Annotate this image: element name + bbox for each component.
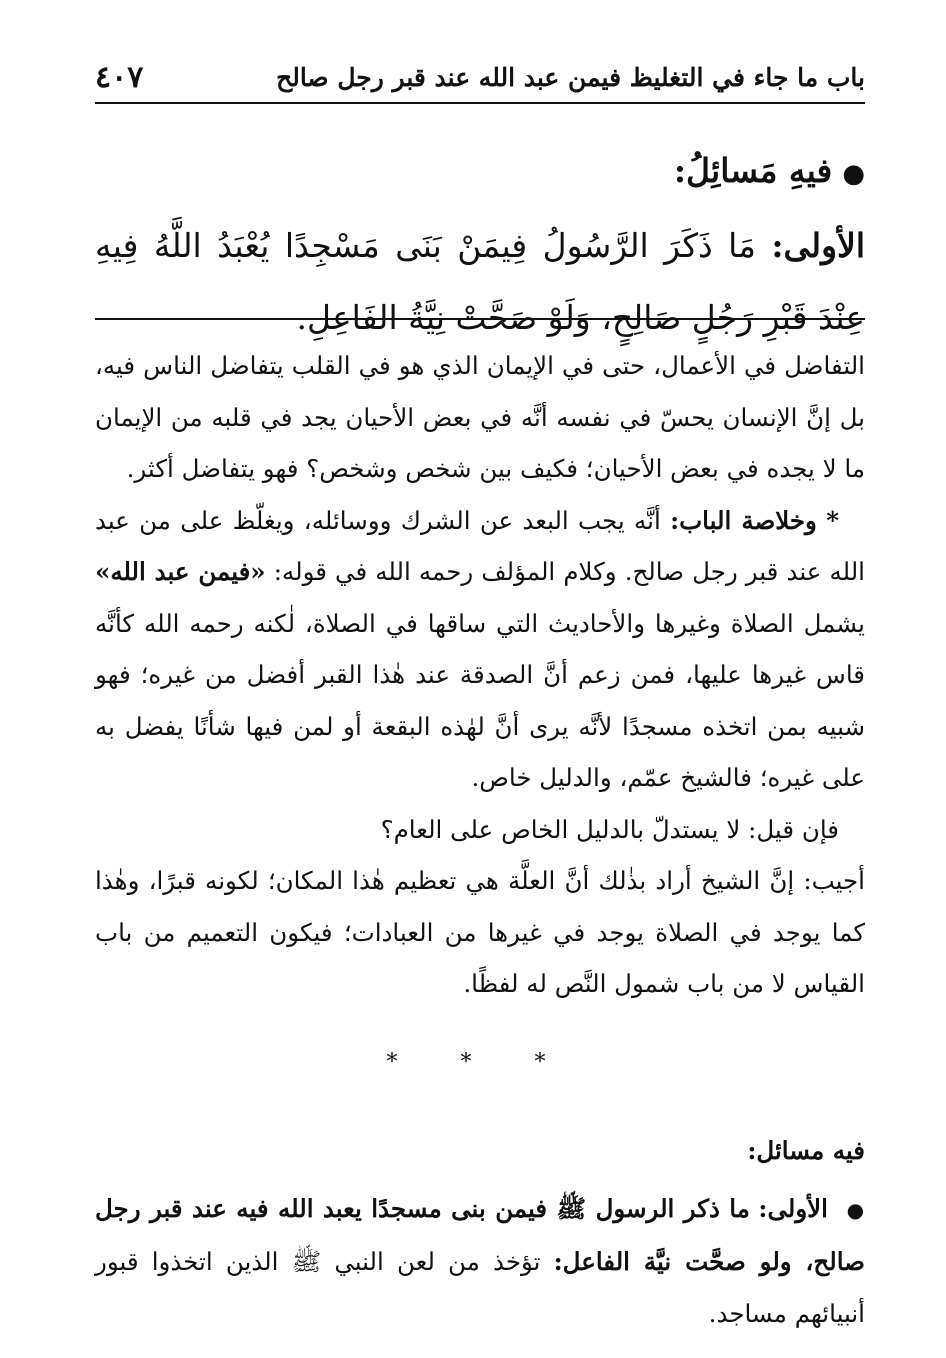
- commentary: [95, 340, 865, 1010]
- commentary-paragraph-3: فإن قيل: لا يستدلّ بالدليل الخاص على العام؟: [380, 814, 839, 844]
- bullet-icon: ●: [842, 159, 865, 189]
- matn-heading-line: [95, 135, 865, 210]
- issues-section: [95, 1125, 865, 1340]
- summary-label: وخلاصة الباب:: [670, 505, 817, 535]
- section-separator: * * *: [386, 1050, 574, 1075]
- page-header: [95, 52, 865, 104]
- summary-quote: «فيمن عبد الله»: [95, 557, 266, 586]
- matn-divider: [95, 318, 865, 320]
- commentary-paragraph-4: أجيب: إنَّ الشيخ أراد بذٰلك أنَّ العلَّة هي تعظيم هٰذا المكان؛ لكونه قبرًا، وهٰذا كما يوجد في الصلاة يوجد في غيرها من العبادات؛ فيكون التعميم من باب القياس لا من باب شمول النَّص له لفظًا.: [95, 866, 865, 998]
- issues-first-text: تؤخذ من لعن النبي ﷺ الذين اتخذوا قبور أنبيائهم مساجد.: [95, 1247, 865, 1328]
- issues-heading: فيه مسائل:: [747, 1136, 865, 1165]
- matn-text: [95, 135, 865, 354]
- issues-first: [95, 1183, 865, 1340]
- commentary-paragraph-2: [95, 495, 865, 804]
- summary-text-b: يشمل الصلاة وغيرها والأحاديث التي ساقها في الصلاة، لٰكنه رحمه الله كأنَّه قاس غيرها عليها، فمن زعم أنَّ الصدقة عند هٰذا القبر أفضل من غيره؛ فهو شبيه بمن اتخذه مسجدًا لأنَّه يرى أنَّ لهٰذه البقعة أو لمن فيها شأنًا يفضل به على غيره؛ فالشيخ عمّم، والدليل خاص.: [95, 608, 865, 792]
- summary-text-a: أنَّه يجب البعد عن الشرك ووسائله، ويغلّظ على من عبد الله عند قبر رجل صالح. وكلام المؤلف رحمه الله في قوله:: [95, 505, 865, 586]
- star-marker: *: [826, 505, 839, 535]
- chapter-title: باب ما جاء في التغليظ فيمن عبد الله عند قبر رجل صالح: [276, 62, 865, 92]
- matn-first-label: الأولى:: [771, 226, 865, 265]
- matn-first-issue: [95, 210, 865, 354]
- matn-heading: فيهِ مَسائِلُ:: [673, 151, 833, 190]
- matn-first-text: مَا ذَكَرَ الرَّسُولُ فِيمَنْ بَنَى مَسْجِدًا يُعْبَدُ اللَّهُ فِيهِ عِنْدَ قَبْرِ رَجُلٍ صَالِحٍ، وَلَوْ صَحَّتْ نِيَّةُ الفَاعِلِ.: [95, 226, 865, 337]
- bullet-icon: ●: [846, 1198, 865, 1222]
- commentary-paragraph-1: التفاضل في الأعمال، حتى في الإيمان الذي هو في القلب يتفاضل الناس فيه، بل إنَّ الإنسان يحسّ في نفسه أنَّه في بعض الأحيان يجد في قلبه من الإيمان ما لا يجده في بعض الأحيان؛ فكيف بين شخص وشخص؟ فهو يتفاضل أكثر.: [95, 351, 865, 483]
- page-number: ٤٠٧: [95, 59, 144, 95]
- issues-first-label: الأولى: ما ذكر الرسول ﷺ فيمن بنى مسجدًا يعبد الله فيه عند قبر رجل صالح، ولو صحَّت نيَّة الفاعل:: [95, 1194, 865, 1276]
